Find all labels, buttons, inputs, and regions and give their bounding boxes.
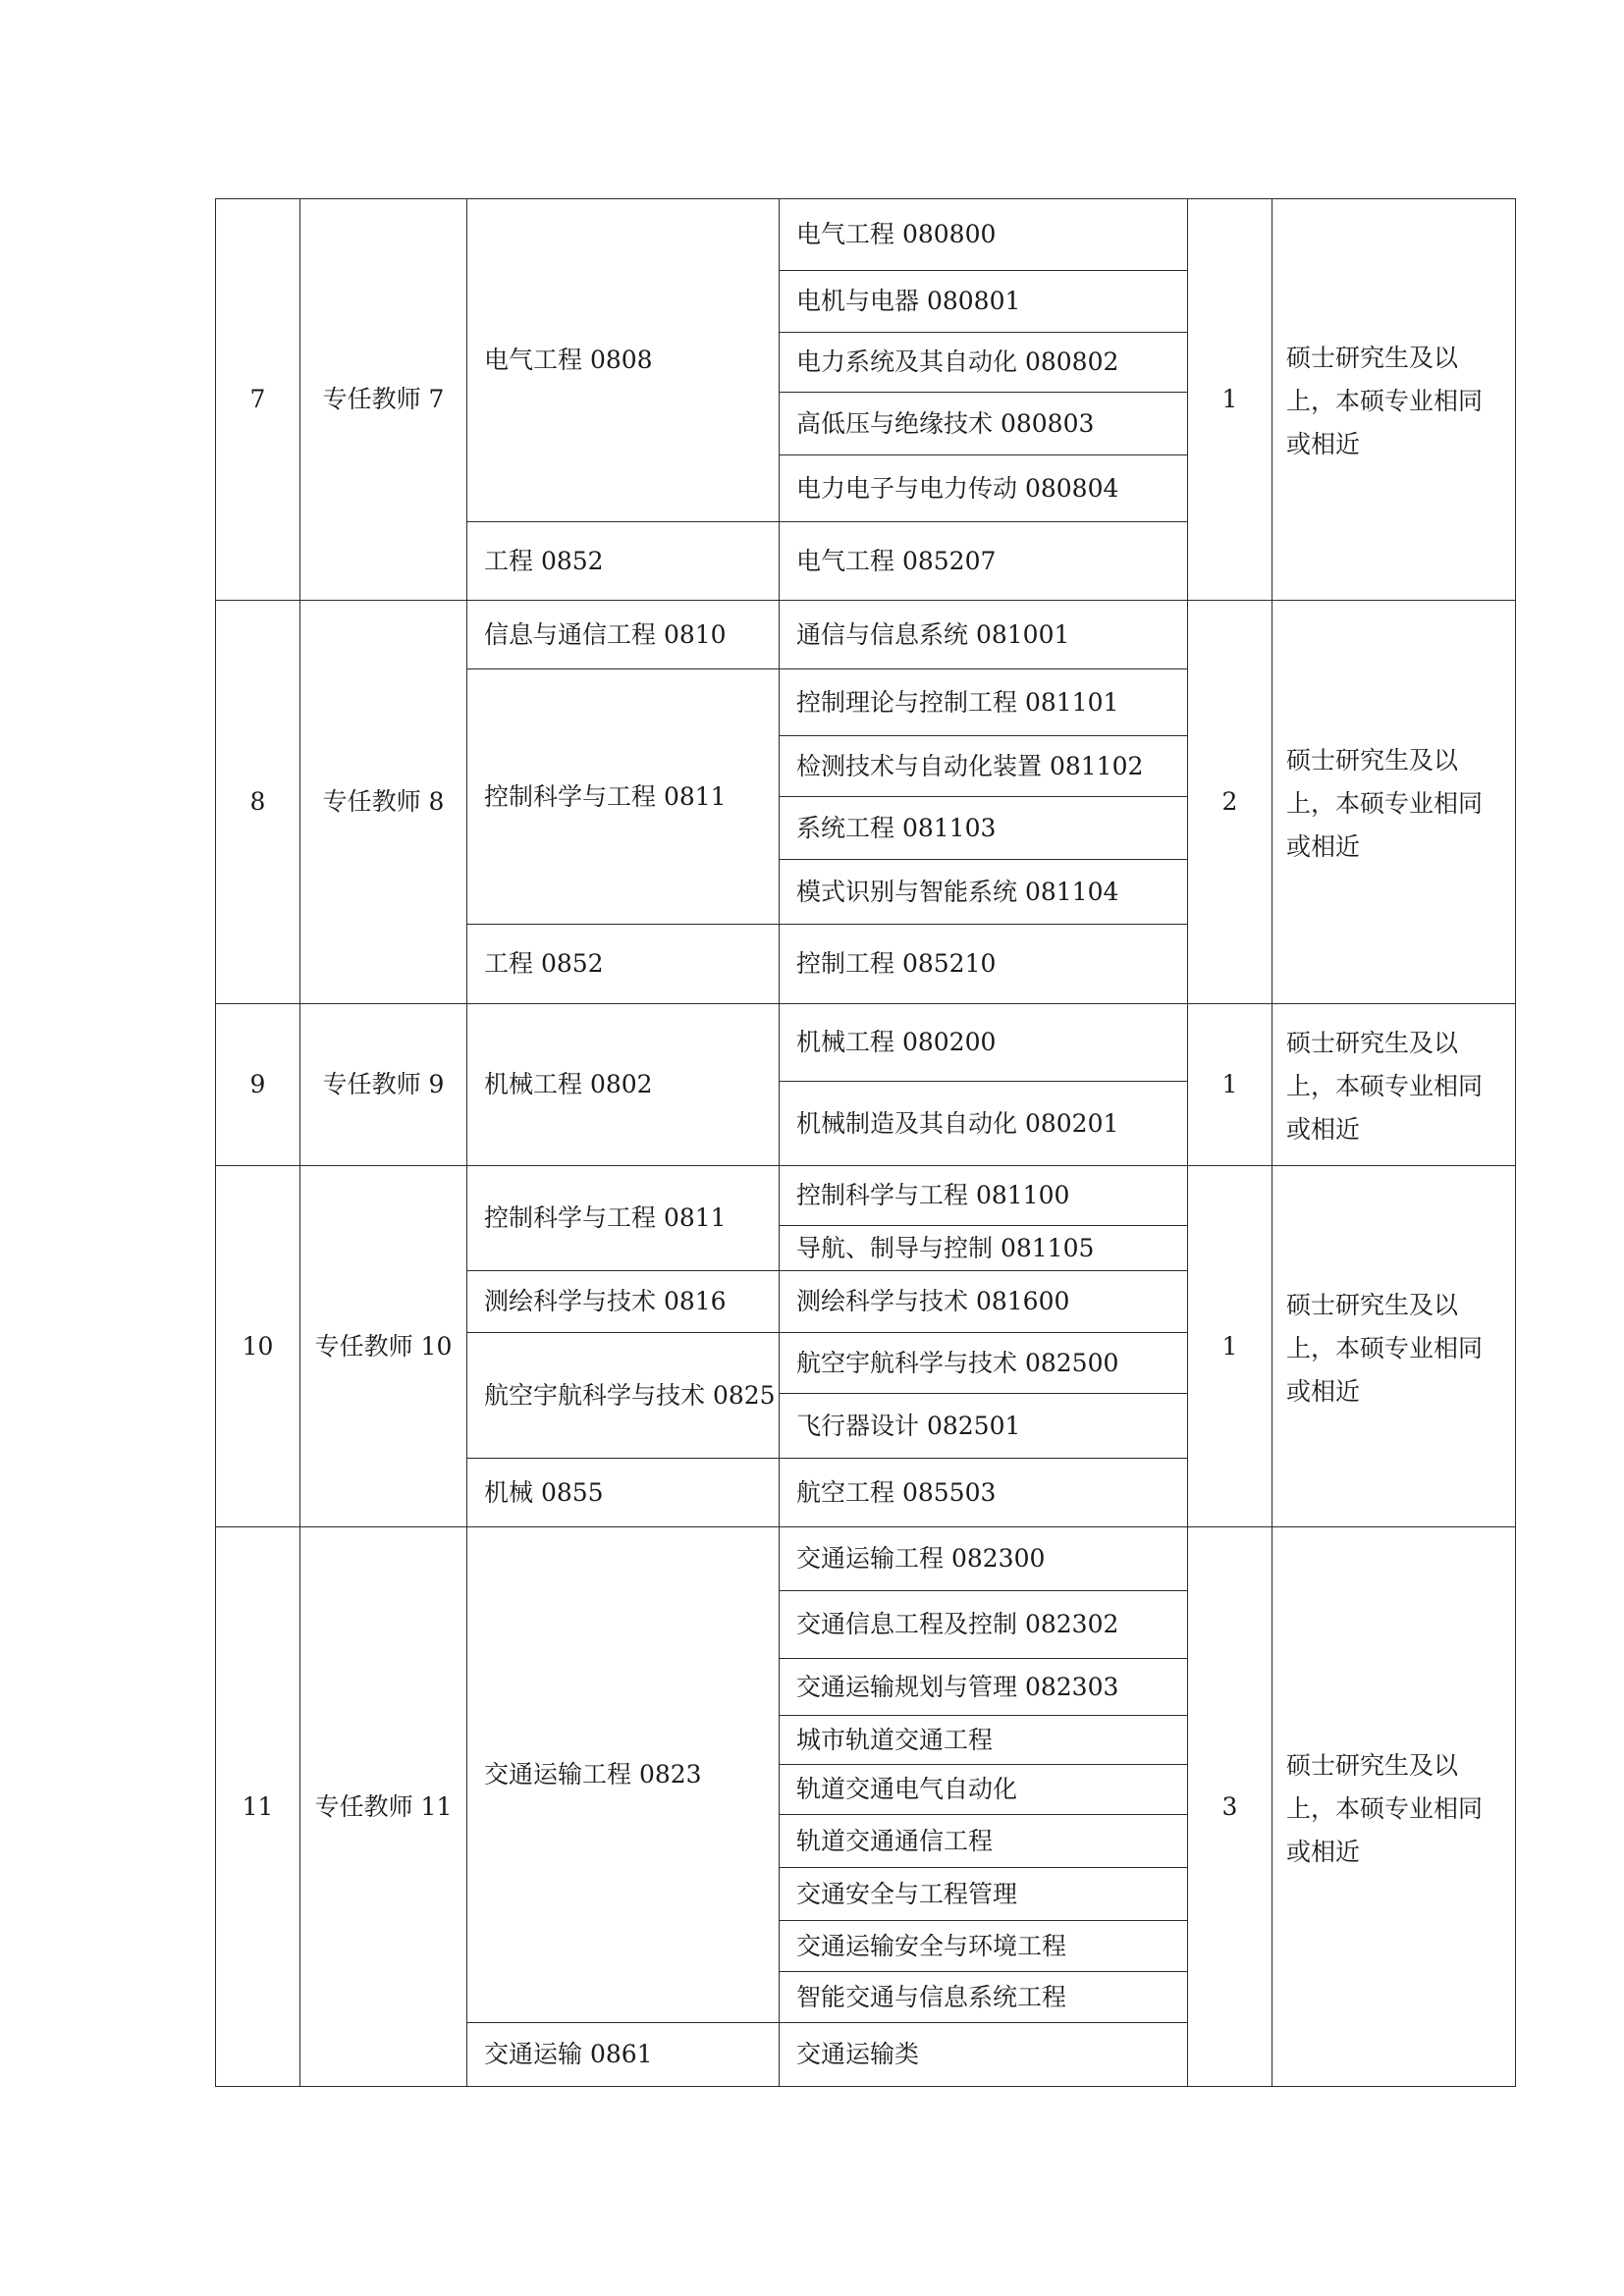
second-level-discipline: 交通运输类 <box>780 2023 1188 2087</box>
second-level-discipline: 测绘科学与技术 081600 <box>780 1271 1188 1333</box>
second-level-discipline: 交通运输安全与环境工程 <box>780 1921 1188 1972</box>
table-row <box>216 1527 1516 1591</box>
first-level-discipline: 工程 0852 <box>467 925 780 1004</box>
education-requirement: 硕士研究生及以上，本硕专业相同或相近 <box>1272 1166 1516 1527</box>
second-level-discipline: 通信与信息系统 081001 <box>780 601 1188 669</box>
row-number: 8 <box>216 601 300 1004</box>
second-level-discipline: 导航、制导与控制 081105 <box>780 1226 1188 1271</box>
second-level-discipline: 交通运输规划与管理 082303 <box>780 1659 1188 1716</box>
second-level-discipline: 轨道交通电气自动化 <box>780 1765 1188 1815</box>
second-level-discipline: 电力电子与电力传动 080804 <box>780 455 1188 522</box>
post-name: 专任教师 9 <box>300 1004 467 1166</box>
second-level-discipline: 检测技术与自动化装置 081102 <box>780 736 1188 797</box>
recruit-count: 2 <box>1188 601 1272 1004</box>
row-number: 11 <box>216 1527 300 2087</box>
recruitment-table <box>215 198 1516 2087</box>
second-level-discipline: 交通信息工程及控制 082302 <box>780 1591 1188 1659</box>
second-level-discipline: 轨道交通通信工程 <box>780 1815 1188 1868</box>
second-level-discipline: 电气工程 085207 <box>780 522 1188 601</box>
table-row <box>216 199 1516 271</box>
second-level-discipline: 控制科学与工程 081100 <box>780 1166 1188 1226</box>
second-level-discipline: 电机与电器 080801 <box>780 271 1188 333</box>
second-level-discipline: 控制工程 085210 <box>780 925 1188 1004</box>
row-number: 9 <box>216 1004 300 1166</box>
second-level-discipline: 电气工程 080800 <box>780 199 1188 271</box>
second-level-discipline: 航空宇航科学与技术 082500 <box>780 1333 1188 1394</box>
first-level-discipline: 控制科学与工程 0811 <box>467 1166 780 1271</box>
second-level-discipline: 交通安全与工程管理 <box>780 1868 1188 1921</box>
recruit-count: 1 <box>1188 1166 1272 1527</box>
education-requirement: 硕士研究生及以上，本硕专业相同或相近 <box>1272 1004 1516 1166</box>
education-requirement: 硕士研究生及以上，本硕专业相同或相近 <box>1272 199 1516 601</box>
recruit-count: 1 <box>1188 1004 1272 1166</box>
first-level-discipline: 信息与通信工程 0810 <box>467 601 780 669</box>
second-level-discipline: 模式识别与智能系统 081104 <box>780 860 1188 925</box>
second-level-discipline: 机械制造及其自动化 080201 <box>780 1082 1188 1166</box>
second-level-discipline: 电力系统及其自动化 080802 <box>780 333 1188 393</box>
second-level-discipline: 高低压与绝缘技术 080803 <box>780 393 1188 455</box>
first-level-discipline: 航空宇航科学与技术 0825 <box>467 1333 780 1459</box>
table-row <box>216 1166 1516 1226</box>
first-level-discipline: 电气工程 0808 <box>467 199 780 522</box>
second-level-discipline: 航空工程 085503 <box>780 1459 1188 1527</box>
post-name: 专任教师 11 <box>300 1527 467 2087</box>
recruit-count: 3 <box>1188 1527 1272 2087</box>
second-level-discipline: 系统工程 081103 <box>780 797 1188 860</box>
post-name: 专任教师 10 <box>300 1166 467 1527</box>
second-level-discipline: 机械工程 080200 <box>780 1004 1188 1082</box>
second-level-discipline: 控制理论与控制工程 081101 <box>780 669 1188 736</box>
recruit-count: 1 <box>1188 199 1272 601</box>
post-name: 专任教师 8 <box>300 601 467 1004</box>
table-row <box>216 601 1516 669</box>
first-level-discipline: 控制科学与工程 0811 <box>467 669 780 925</box>
first-level-discipline: 工程 0852 <box>467 522 780 601</box>
first-level-discipline: 机械 0855 <box>467 1459 780 1527</box>
row-number: 10 <box>216 1166 300 1527</box>
row-number: 7 <box>216 199 300 601</box>
education-requirement: 硕士研究生及以上，本硕专业相同或相近 <box>1272 601 1516 1004</box>
second-level-discipline: 城市轨道交通工程 <box>780 1716 1188 1765</box>
second-level-discipline: 交通运输工程 082300 <box>780 1527 1188 1591</box>
education-requirement: 硕士研究生及以上，本硕专业相同或相近 <box>1272 1527 1516 2087</box>
first-level-discipline: 交通运输工程 0823 <box>467 1527 780 2023</box>
first-level-discipline: 机械工程 0802 <box>467 1004 780 1166</box>
second-level-discipline: 飞行器设计 082501 <box>780 1394 1188 1459</box>
post-name: 专任教师 7 <box>300 199 467 601</box>
first-level-discipline: 交通运输 0861 <box>467 2023 780 2087</box>
table-row <box>216 1004 1516 1082</box>
second-level-discipline: 智能交通与信息系统工程 <box>780 1972 1188 2023</box>
first-level-discipline: 测绘科学与技术 0816 <box>467 1271 780 1333</box>
